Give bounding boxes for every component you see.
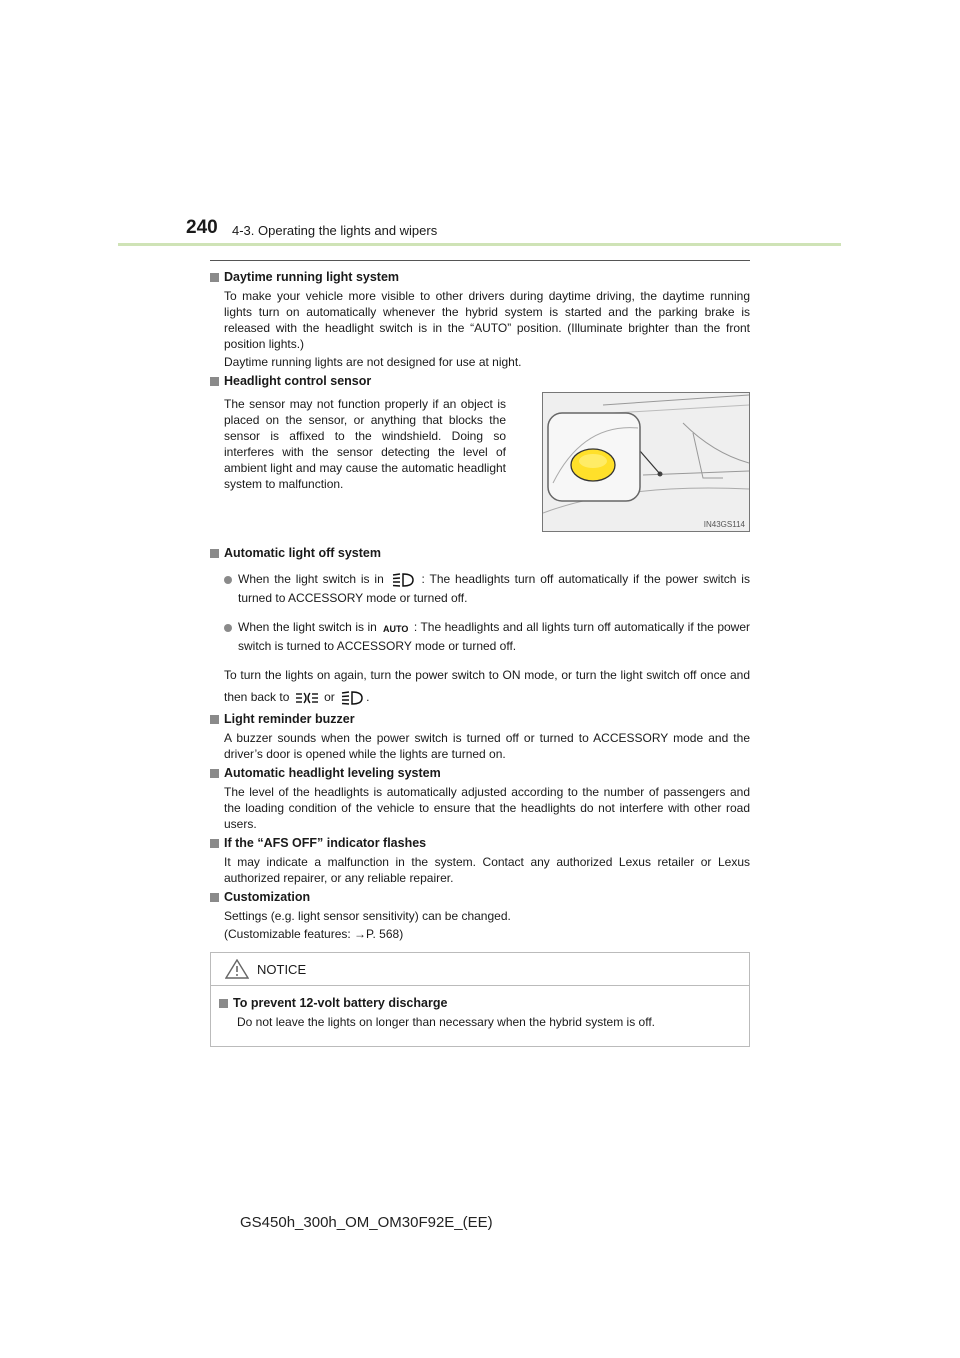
footer-model-code: GS450h_300h_OM_OM30F92E_(EE) [240,1214,493,1231]
round-bullet-icon [224,576,232,584]
notice-header [211,953,749,986]
section-heading [210,374,750,388]
square-bullet-icon [210,715,219,724]
customization-paragraph-2 [224,926,750,942]
section-automatic-light-off [210,546,750,708]
square-bullet-icon [219,999,228,1008]
sensor-illustration [542,392,750,532]
section-headlight-control-sensor [210,374,750,532]
bullet-text-post: : The headlights and all lights turn off automatically if the power switch is turned to ACCESSORY mode or turned off. [238,620,751,653]
leveling-paragraph: The level of the headlights is automatically adjusted according to the number of passengers and the loading condition of the vehicle to ensure that the headlights do not interfere with other road users. [224,785,750,831]
square-bullet-icon [210,377,219,386]
notice-body [211,986,749,1046]
headlight-icon [391,572,415,588]
bullet-text-pre: When the light switch is in [238,572,384,586]
heading-text: Headlight control sensor [224,374,372,388]
heading-text: To prevent 12-volt battery discharge [233,996,448,1010]
svg-text:AUTO: AUTO [383,623,409,634]
note-text-or: or [324,690,335,704]
section-heading [210,766,750,780]
auto-switch-icon [382,622,408,634]
headlight-icon [340,690,364,706]
notice-heading [219,996,741,1010]
section-headlight-leveling [210,766,750,832]
square-bullet-icon [210,549,219,558]
notice-text: Do not leave the lights on longer than necessary when the hybrid system is off. [237,1015,656,1029]
content [210,270,750,1047]
heading-text: Automatic headlight leveling system [224,766,441,780]
bullet-text-pre: When the light switch is in [238,620,377,634]
sensor-description: The sensor may not function properly if an object is placed on the sensor, or anything that blocks the sensor is affixed to the windshield. Doing so interferes with the sensor detecting the level of ambient light and may cause the automatic headlight system to malfunction. [224,397,506,491]
section-heading [210,890,750,904]
windshield-sensor-drawing [543,393,749,531]
header-rule [118,243,841,246]
section-daytime-running-light [210,270,750,370]
section-afs-off-indicator [210,836,750,886]
note-text-end: . [366,690,370,704]
position-light-icon [295,691,319,705]
afs-paragraph: It may indicate a malfunction in the system. Contact any authorized Lexus retailer or Lexus authorized repairer, or any reliable repairer. [224,855,750,885]
bullet-text-post: : The headlights turn off automatically if the power switch is turned to ACCESSORY mode or turned off. [238,572,750,605]
warning-triangle-icon [225,959,249,979]
square-bullet-icon [210,893,219,902]
section-heading [210,270,750,284]
section-heading [210,836,750,850]
sensor-block [224,392,750,532]
notice-box [210,952,750,1047]
drl-paragraph-2: Daytime running lights are not designed for use at night. [224,355,522,369]
bullet-item-auto-position [224,618,750,656]
auto-off-note [224,664,750,708]
square-bullet-icon [210,769,219,778]
buzzer-paragraph: A buzzer sounds when the power switch is turned off or turned to ACCESSORY mode and the driver’s door is opened while the lights are turned on. [224,731,750,761]
square-bullet-icon [210,273,219,282]
heading-text: Customization [224,890,311,904]
section-title: 4-3. Operating the lights and wipers [232,223,438,238]
drl-paragraph-1: To make your vehicle more visible to other drivers during daytime driving, the daytime running lights turn on automatically whenever the hybrid system is started and the parking brake is released with the headlight switch is in the “AUTO” position. (Illuminate brighter than the front position lights.) [224,289,750,351]
round-bullet-icon [224,624,232,632]
figure-code: IN43GS114 [703,520,745,529]
section-heading [210,546,750,560]
note-text-pre: To turn the lights on again, turn the power switch to ON mode, or turn the light switch off once and then back to [224,668,750,704]
heading-text: If the “AFS OFF” indicator flashes [224,836,427,850]
page-number: 240 [186,217,218,238]
notice-title: NOTICE [257,961,307,977]
heading-text: Daytime running light system [224,270,400,284]
customization-paragraph-1: Settings (e.g. light sensor sensitivity) can be changed. [224,909,511,923]
heading-text: Light reminder buzzer [224,712,355,726]
bullet-item-headlight-position [224,570,750,608]
section-heading [210,712,750,726]
section-customization [210,890,750,942]
heading-text: Automatic light off system [224,546,381,560]
customizable-features-link[interactable]: (Customizable features: →P. 568) [224,927,404,941]
content-top-rule [210,260,750,261]
section-light-reminder-buzzer [210,712,750,762]
square-bullet-icon [210,839,219,848]
